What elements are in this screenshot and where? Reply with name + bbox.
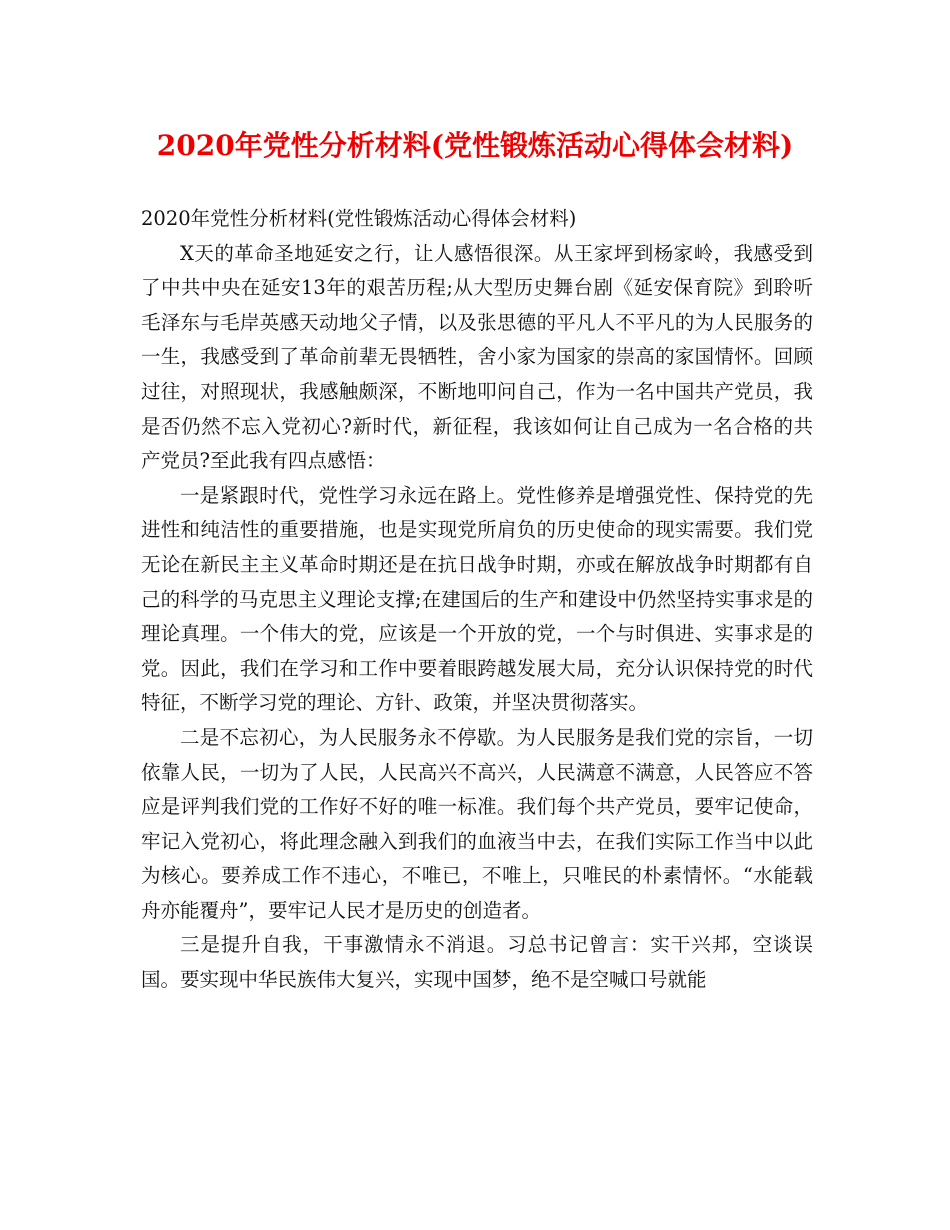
paragraph-point-three: 三是提升自我，干事激情永不消退。习总书记曾言：实干兴邦，空谈误国。要实现中华民族伟大复兴，实现中国梦，绝不是空喊口号就能 — [141, 933, 813, 992]
document-subtitle: 2020年党性分析材料(党性锻炼活动心得体会材料) — [141, 207, 577, 230]
paragraph-point-one: 一是紧跟时代，党性学习永远在路上。党性修养是增强党性、保持党的先进性和纯洁性的重要措施，也是实现党所肩负的历史使命的现实需要。我们党无论在新民主主义革命时期还是在抗日战争时期，亦或在解放战争时期都有自己的科学的马克思主义理论支撑;在建国后的生产和建设中仍然坚持实事求是的理论真理。一个伟大的党，应该是一个开放的党，一个与时俱进、实事求是的党。因此，我们在学习和工作中要着眼跨越发展大局，充分认识保持党的时代特征，不断学习党的理论、方针、政策，并坚决贯彻落实。 — [141, 483, 813, 715]
document-body — [141, 202, 813, 998]
document-title: 2020年党性分析材料(党性锻炼活动心得体会材料) — [156, 129, 794, 162]
paragraph-point-two: 二是不忘初心，为人民服务永不停歇。为人民服务是我们党的宗旨，一切依靠人民，一切为了人民，人民高兴不高兴，人民满意不满意，人民答应不答应是评判我们党的工作好不好的唯一标准。我们每个共产党员，要牢记使命，牢记入党初心，将此理念融入到我们的血液当中去，在我们实际工作当中以此为核心。要养成工作不违心，不唯已，不唯上，只唯民的朴素情怀。“水能载舟亦能覆舟”，要牢记人民才是历史的创造者。 — [141, 725, 813, 922]
paragraph-intro: X天的革命圣地延安之行，让人感悟很深。从王家坪到杨家岭，我感受到了中共中央在延安13年的艰苦历程;从大型历史舞台剧《延安保育院》到聆听毛泽东与毛岸英感天动地父子情，以及张思德的平凡人不平凡的为人民服务的一生，我感受到了革命前辈无畏牺牲，舍小家为国家的崇高的家国情怀。回顾过往，对照现状，我感触颇深，不断地叩问自己，作为一名中国共产党员，我是否仍然不忘入党初心?新时代，新征程，我该如何让自己成为一名合格的共产党员?至此我有四点感悟： — [141, 241, 813, 473]
